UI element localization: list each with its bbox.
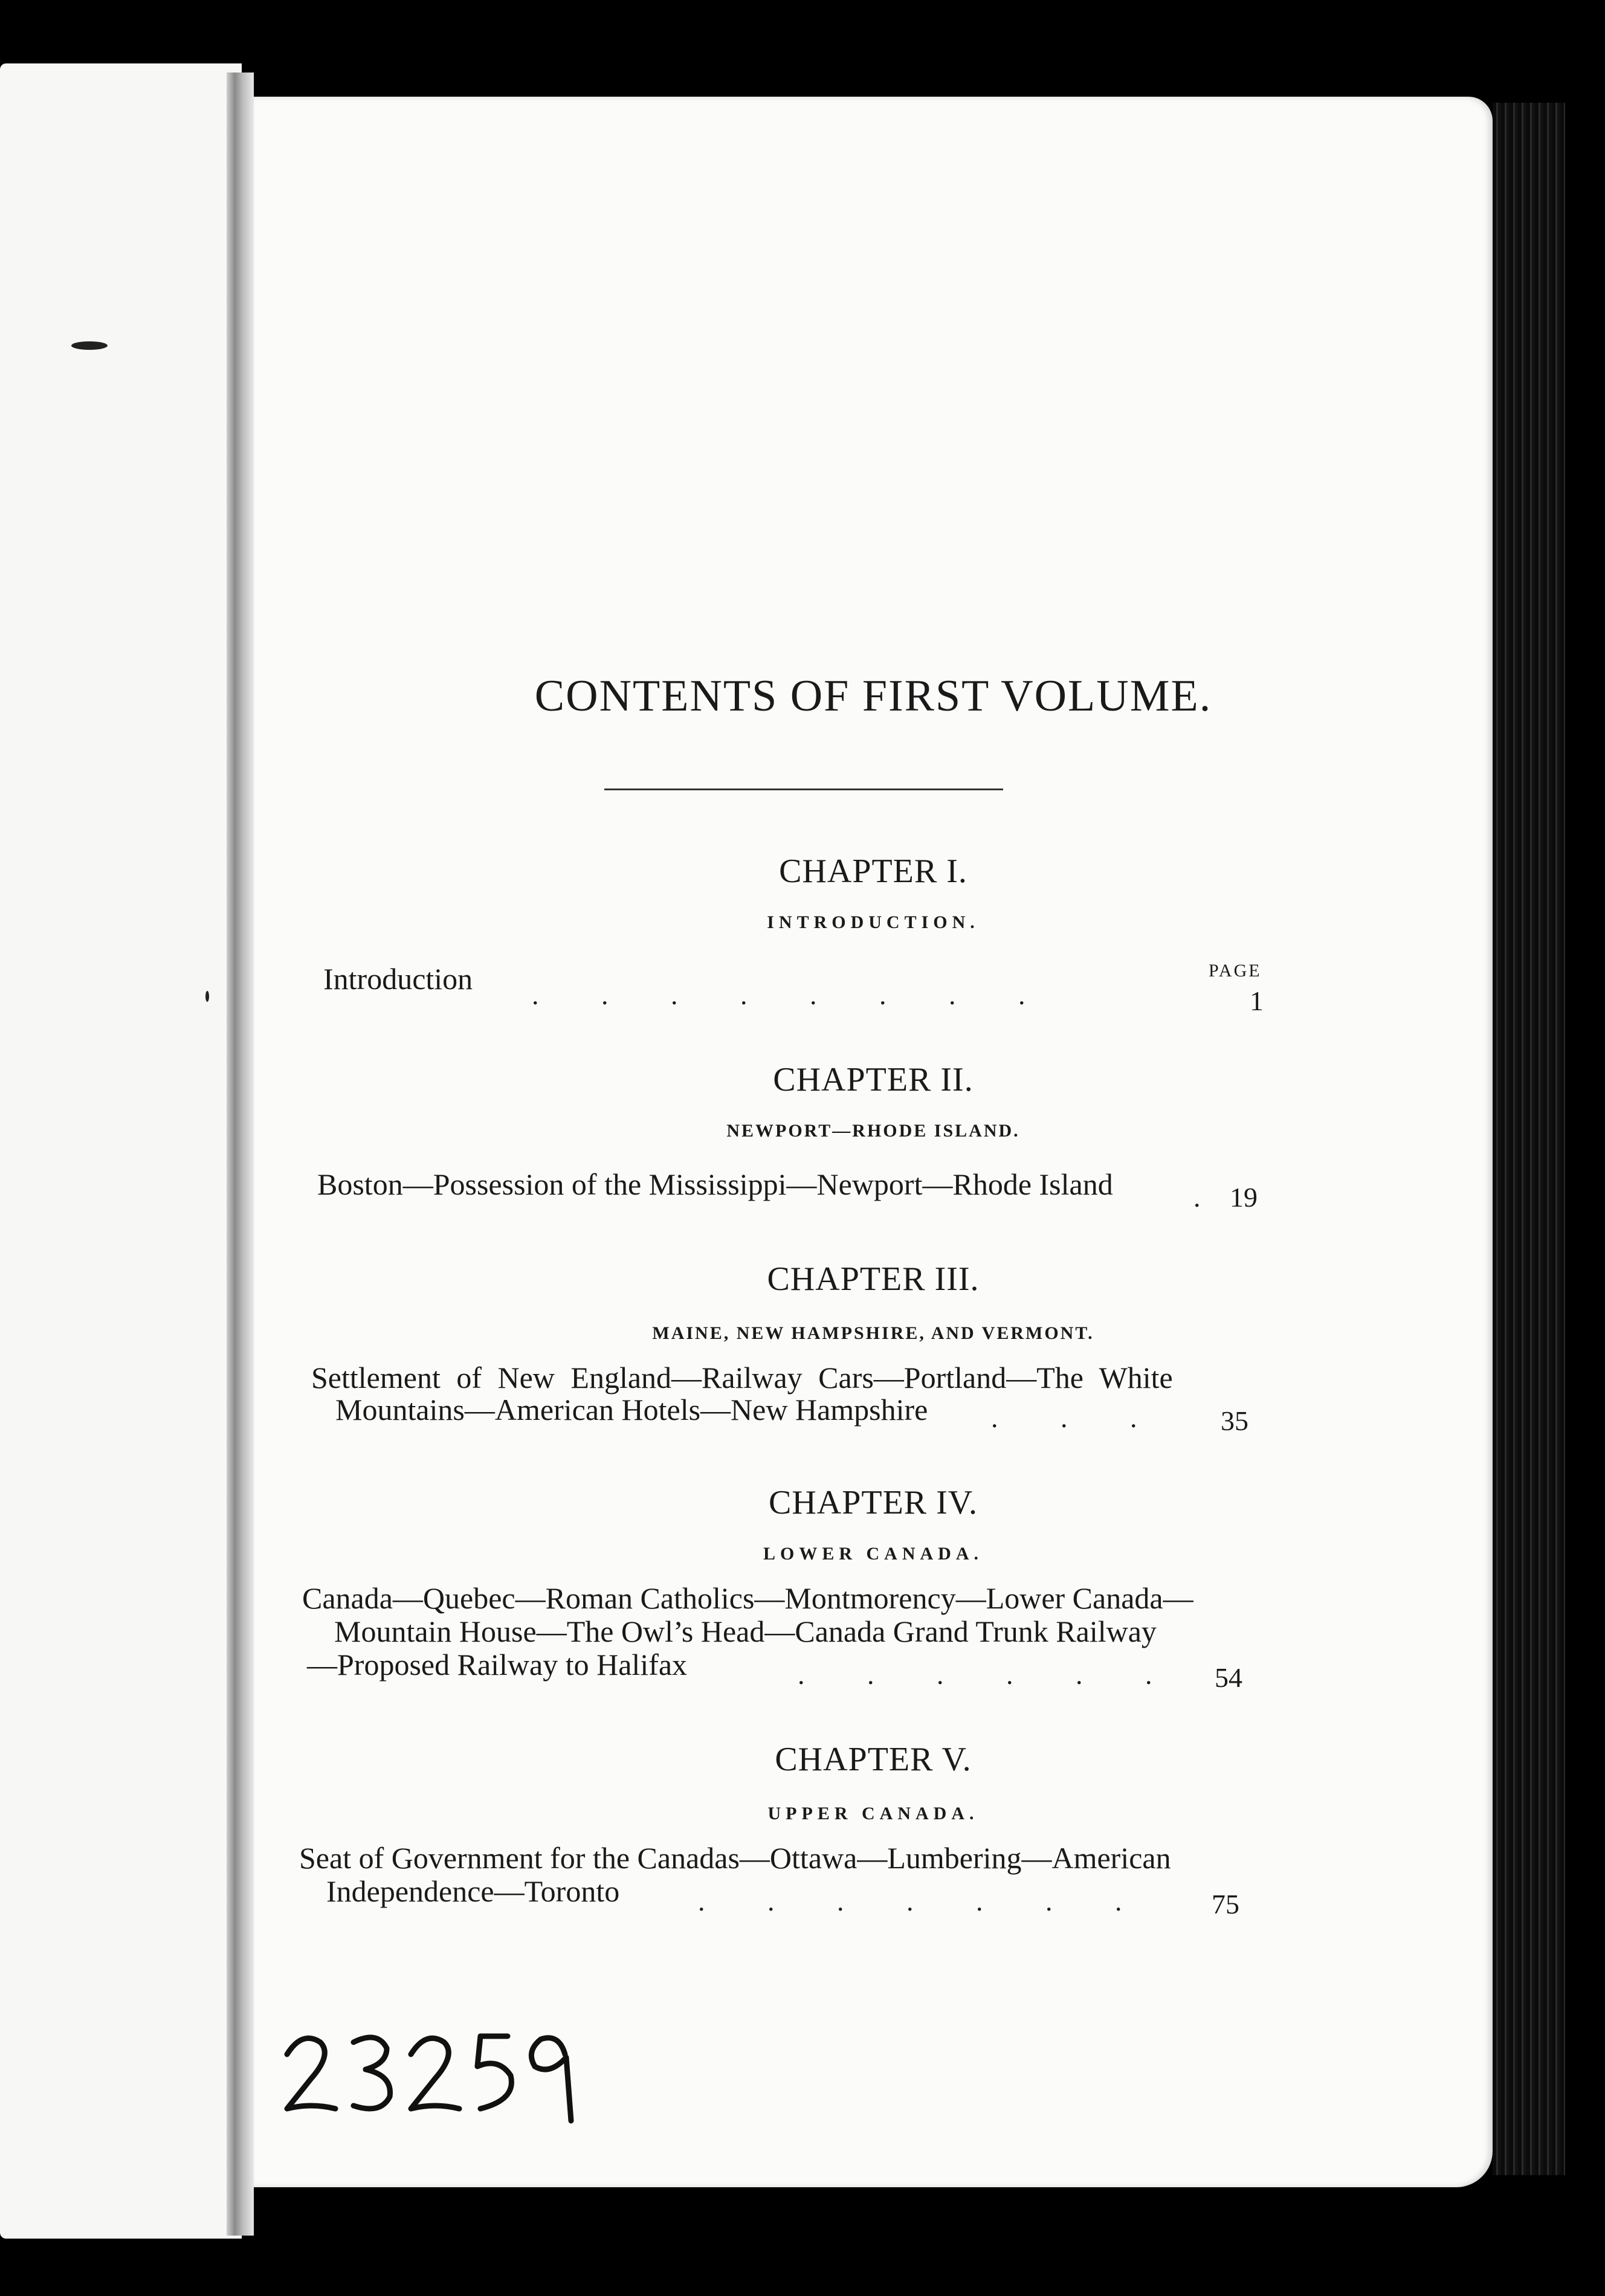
chapter-subtitle: UPPER CANADA. [767, 1804, 979, 1824]
page-number: 54 [1215, 1662, 1242, 1693]
chapter-entry-line: Boston—Possession of the Mississippi—Newport—Rhode Island [317, 1167, 1113, 1201]
chapter-entry-line: Settlement of New England—Railway Cars—Portland—The White [311, 1361, 1173, 1395]
page-column-label: PAGE [1209, 961, 1262, 981]
page-number: 35 [1221, 1405, 1248, 1436]
page-edge-stack [1493, 103, 1565, 2175]
ink-speck [71, 341, 108, 350]
chapter-entry-line: Independence—Toronto [326, 1874, 620, 1908]
chapter-entry-line: Canada—Quebec—Roman Catholics—Montmorency—Lower Canada— [302, 1581, 1193, 1615]
chapter-heading: CHAPTER V. [775, 1741, 972, 1778]
page-number: 19 [1230, 1182, 1258, 1213]
chapter-entry-line: —Proposed Railway to Halifax [307, 1648, 688, 1682]
dot-leader: . . . . . . [798, 1659, 1152, 1690]
dot-leader: . . . . . . . [698, 1886, 1122, 1917]
chapter-heading: CHAPTER II. [773, 1061, 974, 1098]
chapter-heading: CHAPTER IV. [768, 1484, 978, 1521]
handwritten-number [275, 2018, 613, 2127]
chapter-entry-line: Mountains—American Hotels—New Hampshire [335, 1393, 928, 1427]
chapter-subtitle: INTRODUCTION. [767, 912, 980, 932]
chapter-entry-line: Introduction [323, 962, 473, 996]
chapter-subtitle: MAINE, NEW HAMPSHIRE, AND VERMONT. [652, 1323, 1094, 1343]
page-number: 75 [1212, 1889, 1239, 1920]
binding-gutter [227, 73, 254, 2236]
chapter-entry-line: Seat of Government for the Canadas—Ottawa—Lumbering—American [299, 1841, 1171, 1875]
page-title: CONTENTS OF FIRST VOLUME. [534, 671, 1212, 721]
chapter-entry-line: Mountain House—The Owl’s Head—Canada Grand Trunk Railway [334, 1614, 1157, 1648]
page-number: 1 [1250, 985, 1264, 1016]
title-divider [604, 788, 1003, 790]
chapter-subtitle: NEWPORT—RHODE ISLAND. [726, 1121, 1020, 1141]
chapter-heading: CHAPTER I. [779, 853, 967, 890]
chapter-heading: CHAPTER III. [767, 1260, 980, 1298]
chapter-subtitle: LOWER CANADA. [763, 1544, 983, 1564]
left-page [0, 63, 242, 2239]
ink-speck [205, 991, 209, 1002]
dot-leader: . . . [991, 1402, 1137, 1433]
dot-leader: . [1193, 1182, 1201, 1213]
dot-leader: . . . . . . . . [532, 979, 1025, 1010]
